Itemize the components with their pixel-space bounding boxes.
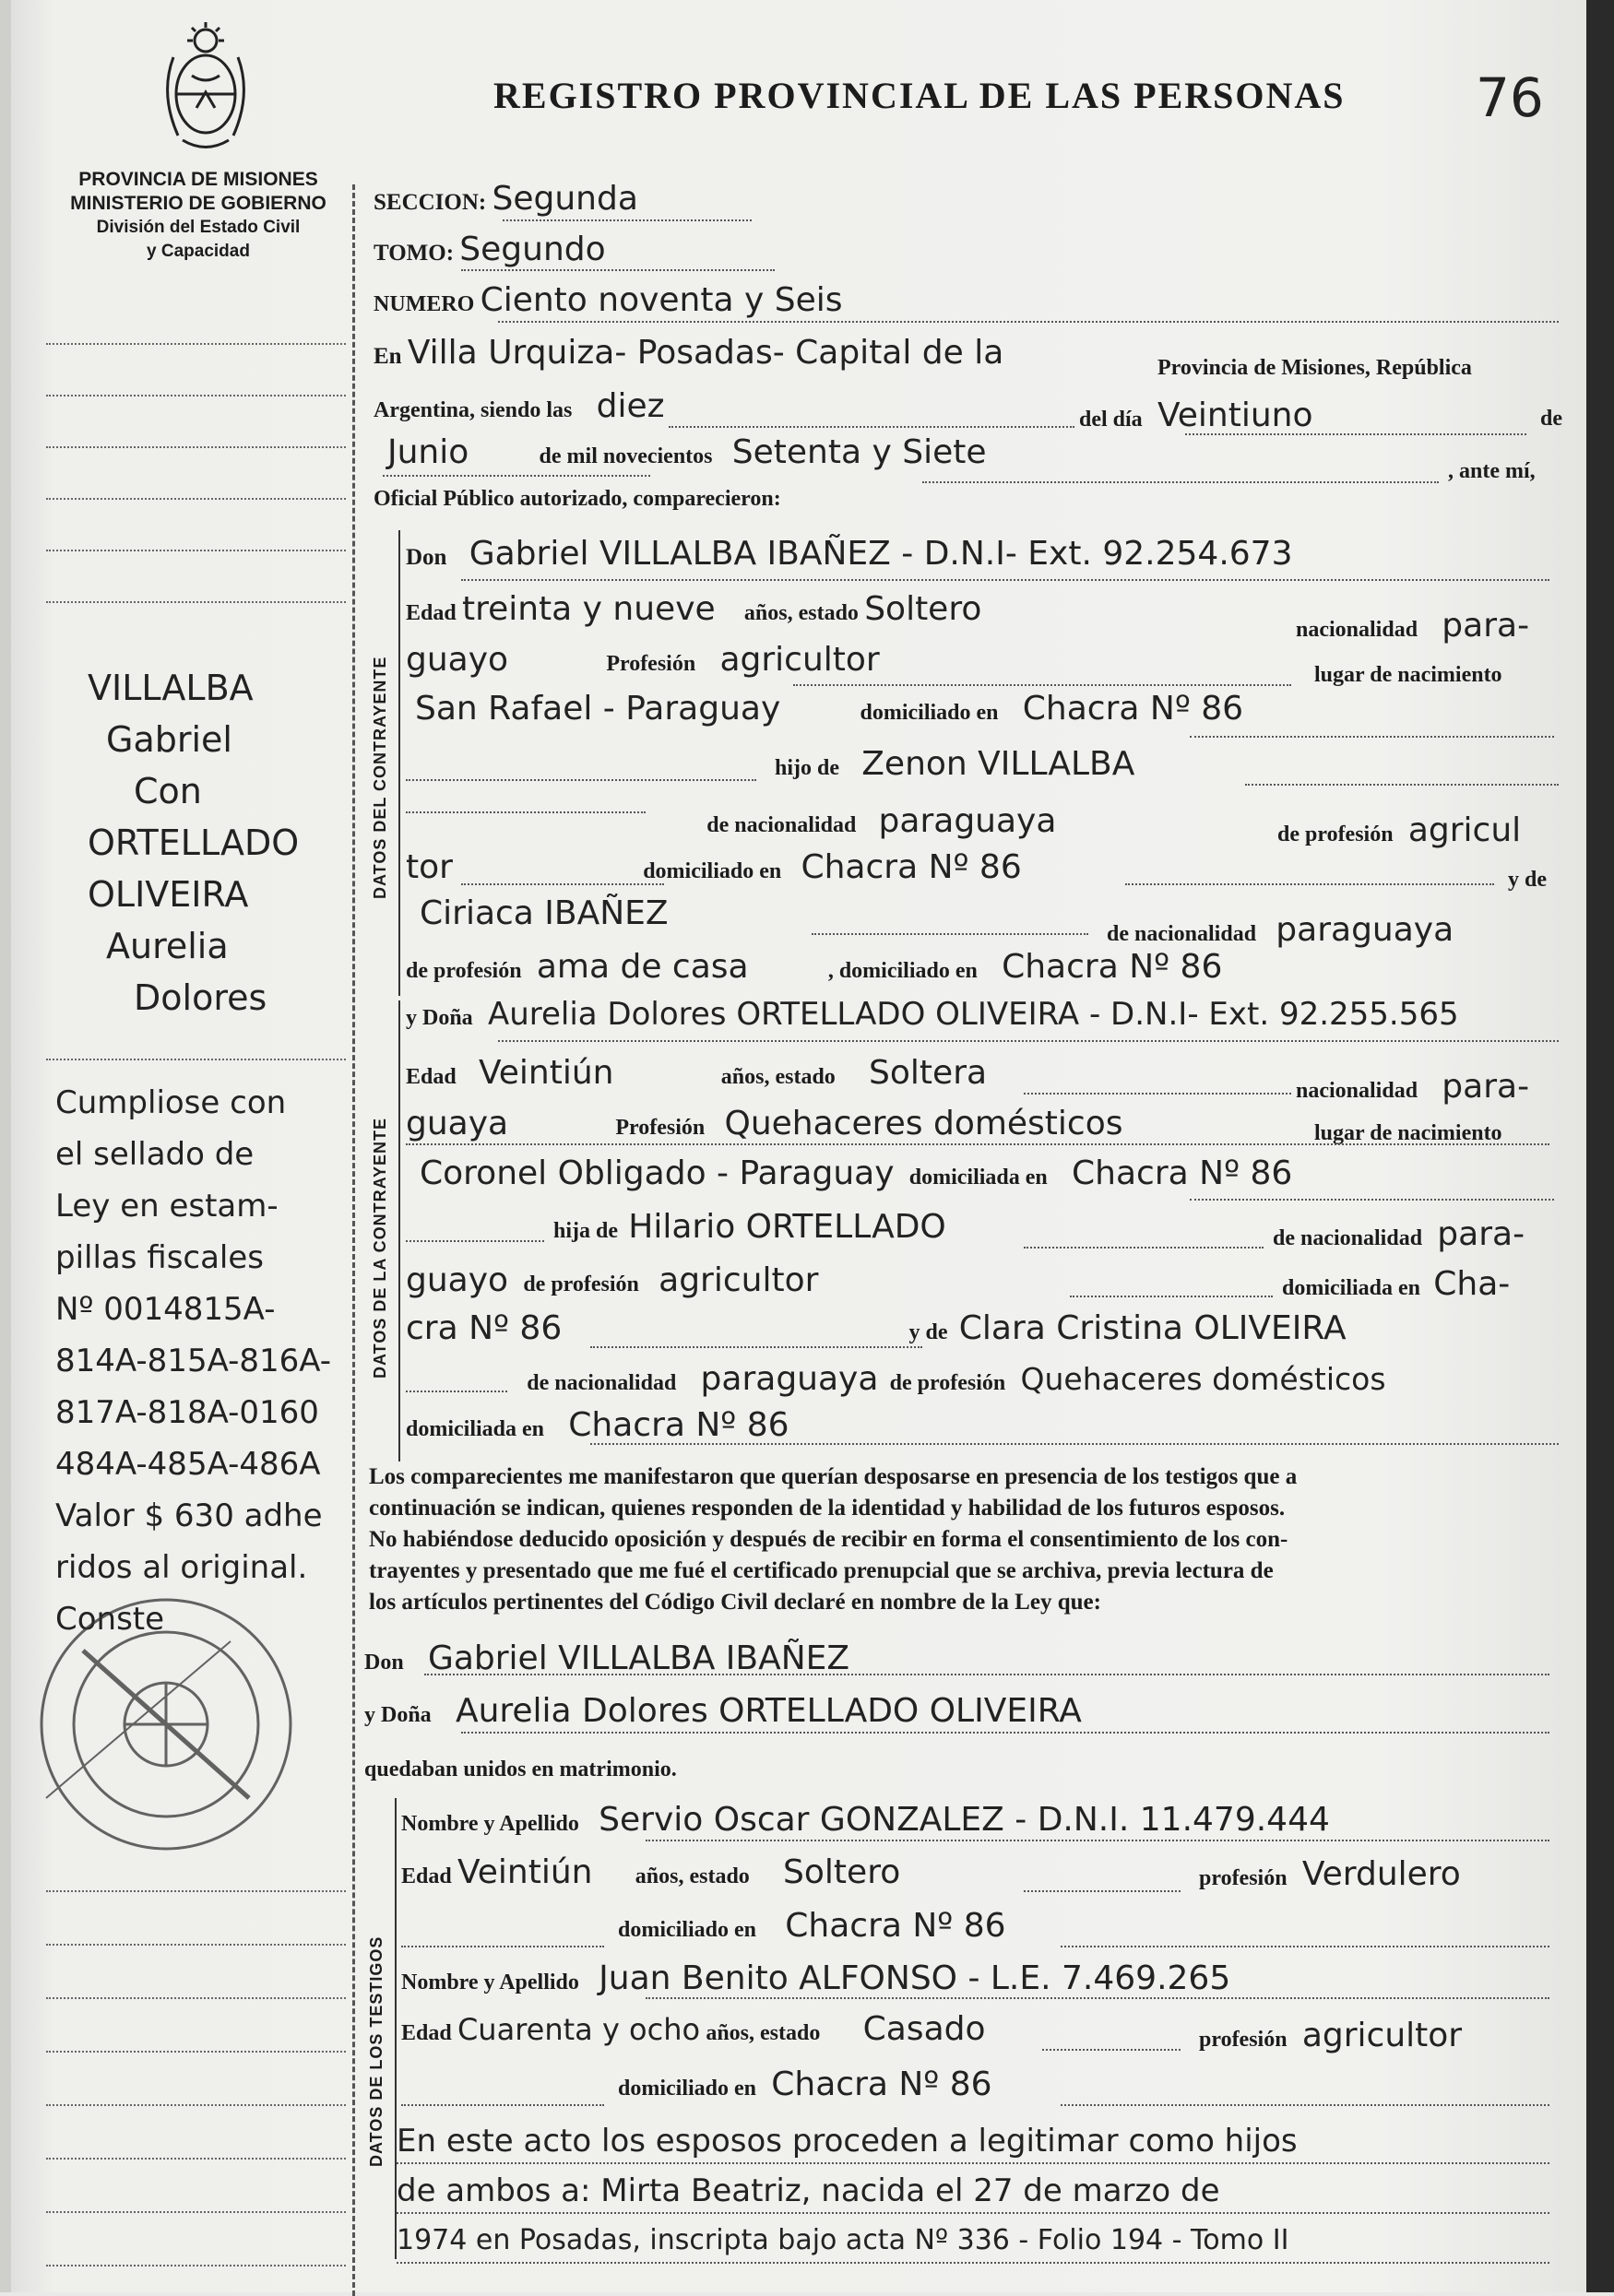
decl-dona-label: y Doña (364, 1703, 432, 1727)
c1-padre-prof1: agricul (1407, 811, 1522, 849)
legitimacion-line: de ambos a: Mirta Beatriz, nacida el 27 de marzo de (397, 2172, 1220, 2209)
t1-dom-label: domiciliado en (618, 1918, 757, 1942)
don-label: Don (406, 545, 447, 570)
margin-name: Con (134, 771, 202, 811)
dia-field (1079, 396, 1313, 434)
field-rule (646, 1997, 1549, 1999)
unidos-text (364, 1757, 677, 1782)
margin-rule (46, 550, 346, 551)
c1-lugar-nac: San Rafael - Paraguay (415, 690, 781, 728)
c2-profesion: Quehaceres domésticos (724, 1105, 1123, 1142)
t2-profesion: agricultor (1301, 2017, 1463, 2054)
field-rule (1024, 1093, 1291, 1095)
c2-nac-field (1296, 1068, 1529, 1106)
hijo-label: hijo de (775, 756, 840, 780)
tomo-field (374, 231, 606, 268)
field-rule (461, 579, 1549, 581)
registry-seal-stamp (28, 1586, 304, 1863)
unidos-label: quedaban unidos en matrimonio. (364, 1758, 677, 1781)
field-rule (812, 933, 1088, 935)
t2-nombre-label: Nombre y Apellido (401, 1971, 579, 1994)
hora-field (374, 387, 665, 425)
field-rule (1042, 2049, 1181, 2051)
c2-padre-prof: agricultor (659, 1261, 819, 1299)
t1-estado: Soltero (783, 1853, 901, 1891)
oficial-text (374, 486, 781, 512)
legitimacion-line: 1974 en Posadas, inscripta bajo acta Nº 336 - Folio 194 - Tomo II (397, 2224, 1289, 2256)
coat-of-arms-icon (155, 20, 256, 159)
declaration-line: No habiéndose deducido oposición y después de recibir en forma el consentimiento de los con- (369, 1527, 1288, 1552)
c1-padre-prof2: tor (406, 848, 453, 886)
anios-label: años, estado (743, 601, 859, 625)
c2-madre-prof: Quehaceres domésticos (1020, 1361, 1386, 1397)
margin-rule (46, 343, 346, 345)
field-rule (406, 811, 646, 813)
margin-note-line: el sellado de (55, 1136, 255, 1173)
margin-note-line: Ley en estam- (55, 1188, 279, 1225)
seccion-label: SECCION: (374, 190, 487, 215)
edad-label: Edad (406, 601, 457, 625)
margin-name: Aurelia (106, 926, 229, 966)
t1-profesion: Verdulero (1301, 1855, 1461, 1893)
field-rule (590, 1443, 1559, 1445)
field-rule (669, 426, 1074, 428)
c1-edad: treinta y nueve (461, 590, 716, 628)
en-label: En (374, 344, 402, 369)
y-de-label: y de (908, 1320, 948, 1344)
argentina-label: Argentina, siendo las (374, 398, 573, 422)
madre-nac-label: de nacionalidad (1107, 922, 1257, 946)
t1-prof-label: profesión (1199, 1866, 1288, 1890)
c2-madre-dom: Chacra Nº 86 (568, 1406, 789, 1444)
c2-padre: Hilario ORTELLADO (628, 1208, 946, 1246)
margin-rule (46, 1890, 346, 1892)
field-rule (1061, 2104, 1549, 2106)
seccion-field (374, 180, 638, 218)
c1-prof-field (406, 641, 880, 679)
t1-nombre: Servio Oscar GONZALEZ - D.N.I. 11.479.444 (599, 1801, 1330, 1839)
margin-name: ORTELLADO (88, 823, 300, 863)
t1-edad-label: Edad (401, 1864, 452, 1888)
t2-estado: Casado (862, 2010, 986, 2048)
t2-dom-field (618, 2065, 992, 2103)
t2-anios-label: años, estado (706, 2021, 821, 2045)
numero-field (374, 281, 843, 319)
c1-estado: Soltero (864, 590, 982, 628)
c2-padre-dom-field (1282, 1265, 1510, 1303)
seccion-value: Segunda (492, 180, 638, 218)
legitimacion-line: En este acto los esposos proceden a legitimar como hijos (397, 2123, 1298, 2160)
field-rule (1024, 1247, 1264, 1249)
margin-name: OLIVEIRA (88, 874, 249, 915)
c2-padre-dom2: cra Nº 86 (406, 1309, 563, 1347)
margin-rule (46, 2158, 346, 2160)
c2-madre-field (406, 1309, 1347, 1347)
field-rule (498, 1040, 1559, 1042)
madre-prof-label: de profesión (406, 959, 522, 983)
contrayente1-side-label: DATOS DEL CONTRAYENTE (371, 656, 389, 899)
de-label: de (1540, 407, 1562, 431)
field-rule (406, 1143, 1549, 1145)
org-line-4: y Capacidad (147, 242, 250, 261)
field-rule (922, 481, 1439, 483)
edad-label: Edad (406, 1065, 457, 1089)
page-binding (0, 0, 11, 2292)
field-rule (590, 1346, 922, 1348)
padre-dom-label: domiciliado en (643, 859, 782, 883)
c2-padre-prof-field (406, 1261, 818, 1299)
dom-label: domiciliada en (908, 1166, 1048, 1189)
margin-note-line: 484A-485A-486A (55, 1446, 321, 1483)
field-rule (1061, 1946, 1549, 1947)
mes-anio-field (387, 433, 986, 471)
margin-note-line: pillas fiscales (55, 1239, 265, 1276)
c2-madre: Clara Cristina OLIVEIRA (958, 1309, 1347, 1347)
c2-nombre-field (406, 996, 1459, 1033)
y-de-label: y de (1508, 868, 1547, 892)
field-rule (1125, 883, 1494, 885)
margin-rule (46, 601, 346, 603)
field-rule (401, 1946, 604, 1947)
c2-edad: Veintiún (478, 1054, 614, 1092)
mes-value: Junio (387, 433, 469, 471)
org-line-3: División del Estado Civil (96, 218, 301, 237)
decl-dona: Aurelia Dolores ORTELLADO OLIVEIRA (455, 1692, 1082, 1730)
field-rule (401, 2104, 604, 2106)
t2-nombre-field (401, 1959, 1230, 1997)
field-rule (397, 2162, 1549, 2164)
field-rule (406, 779, 756, 781)
t1-prof-field (1199, 1855, 1461, 1893)
field-rule (1245, 784, 1559, 786)
lugar-nac-label: lugar de nacimiento (1314, 1121, 1502, 1145)
provincia-text (1157, 355, 1472, 381)
t2-edad-label: Edad (401, 2021, 452, 2045)
c1-madre-dom: Chacra Nº 86 (1002, 948, 1223, 986)
t1-edad-field (401, 1853, 900, 1891)
decl-don: Gabriel VILLALBA IBAÑEZ (427, 1639, 850, 1677)
margin-name: VILLALBA (88, 668, 254, 708)
field-rule (1070, 1296, 1273, 1297)
folio-number: 76 (1476, 66, 1544, 129)
madre-dom-label: , domiciliado en (827, 959, 978, 983)
profesion-label: Profesión (615, 1116, 706, 1140)
c1-madre: Ciriaca IBAÑEZ (420, 894, 669, 932)
c2-padre-field (553, 1208, 946, 1246)
declaration-line: Los comparecientes me manifestaron que querían desposarse en presencia de los testigos que a (369, 1464, 1298, 1489)
anio-value: Setenta y Siete (731, 433, 987, 471)
contrayente2-side-label: DATOS DE LA CONTRAYENTE (371, 1117, 389, 1379)
t2-nombre: Juan Benito ALFONSO - L.E. 7.469.265 (599, 1959, 1231, 1997)
margin-rule (46, 1944, 346, 1946)
field-rule (1190, 1199, 1554, 1201)
legitimacion-note (397, 2116, 1298, 2266)
hora-value: diez (596, 387, 665, 425)
c1-edad-field (406, 590, 981, 628)
c2-padre-nac2: guayo (406, 1261, 509, 1299)
t2-prof-label: profesión (1199, 2028, 1288, 2052)
madre-prof-label: de profesión (889, 1371, 1006, 1395)
c1-domicilio: Chacra Nº 86 (1022, 690, 1244, 728)
del-dia-label: del día (1079, 408, 1143, 432)
de-nac-label: de nacionalidad (706, 813, 857, 837)
c2-nac1: para- (1442, 1068, 1530, 1106)
field-rule (498, 321, 1559, 323)
margin-rule (46, 1997, 346, 1999)
margin-note-line: Valor $ 630 adhe (55, 1497, 323, 1534)
decl-dona-field (364, 1692, 1082, 1730)
field-rule (397, 2262, 1549, 2264)
declaration-line: los artículos pertinentes del Código Civil declaré en nombre de la Ley que: (369, 1590, 1101, 1615)
margin-rule (46, 2051, 346, 2053)
hija-label: hija de (553, 1219, 619, 1243)
org-line-1: PROVINCIA DE MISIONES (78, 169, 318, 190)
lugar-nac-label-field (1314, 662, 1502, 688)
margin-rule (46, 2104, 346, 2106)
margin-rule (46, 2265, 346, 2266)
margin-note-line: ridos al original. (55, 1549, 308, 1586)
c2-nombre: Aurelia Dolores ORTELLADO OLIVEIRA - D.N.I- Ext. 92.255.565 (487, 996, 1459, 1033)
margin-rule (46, 446, 346, 448)
field-rule (397, 2212, 1549, 2214)
margin-rule (46, 1059, 346, 1060)
margin-divider (352, 184, 355, 2296)
de-nac-label: de nacionalidad (1273, 1226, 1423, 1250)
padre-dom-label: domiciliada en (1282, 1276, 1421, 1300)
c2-edad-field (406, 1054, 987, 1092)
profesion-label: Profesión (606, 652, 696, 676)
t1-edad: Veintiún (457, 1853, 593, 1891)
numero-label: NUMERO (374, 292, 475, 316)
c2-estado: Soltera (869, 1054, 988, 1092)
c1-padre-field (775, 745, 1134, 783)
c2-madre-nac: paraguaya (700, 1360, 879, 1398)
c2-padre-dom1: Cha- (1433, 1265, 1511, 1303)
provincia-label: Provincia de Misiones, República (1157, 356, 1472, 380)
c1-lugar-field (415, 690, 1243, 728)
c1-nombre: Gabriel VILLALBA IBAÑEZ - D.N.I- Ext. 92.254.673 (469, 535, 1293, 573)
testigos-side-label: DATOS DE LOS TESTIGOS (367, 1935, 386, 2167)
t2-domicilio: Chacra Nº 86 (771, 2065, 992, 2103)
tomo-label: TOMO: (374, 241, 455, 266)
c2-domicilio: Chacra Nº 86 (1072, 1154, 1293, 1192)
margin-note-line: Nº 0014815A- (55, 1291, 276, 1328)
c2-madre-dom-field (406, 1406, 789, 1444)
field-rule (793, 684, 1291, 686)
t2-edad-field (401, 2010, 986, 2048)
c2-prof-field (406, 1105, 1123, 1142)
t1-domicilio: Chacra Nº 86 (785, 1907, 1006, 1945)
field-rule (406, 1391, 507, 1392)
field-rule (1024, 1890, 1181, 1892)
c2-lugar-field (420, 1154, 1292, 1192)
ante-mi-label: , ante mí, (1448, 459, 1536, 483)
margin-note-line: Conste (55, 1601, 165, 1638)
t2-dom-label: domiciliado en (618, 2077, 757, 2101)
field-rule (383, 475, 650, 477)
oficial-label: Oficial Público autorizado, comparecieron: (374, 487, 781, 511)
c1-nombre-field (406, 535, 1292, 573)
field-rule (646, 1840, 1549, 1841)
c1-madre-nac: paraguaya (1276, 911, 1454, 949)
issuing-authority (46, 168, 350, 264)
de-label-field (1540, 406, 1562, 432)
numero-value: Ciento noventa y Seis (480, 281, 843, 319)
mil-label: de mil novecientos (539, 444, 713, 468)
c1-madre-nac-field (1107, 911, 1454, 949)
c1-profesion: agricultor (719, 641, 880, 679)
nacionalidad-label: nacionalidad (1296, 1079, 1418, 1103)
lugar-value: Villa Urquiza- Posadas- Capital de la (407, 334, 1004, 372)
dom-label: domiciliado en (860, 701, 999, 725)
c1-madre-prof: ama de casa (536, 948, 749, 986)
c1-padre-nac: paraguaya (878, 802, 1057, 840)
page-edge (1586, 0, 1614, 2292)
tomo-value: Segundo (459, 231, 606, 268)
y-de-field (1508, 867, 1547, 893)
field-rule (503, 219, 752, 221)
field-rule (406, 1240, 544, 1242)
margin-stamp-note (55, 1077, 350, 1645)
contrayente1-bracket (398, 530, 400, 996)
ante-mi-field (1448, 458, 1536, 484)
c1-nac-field (1296, 607, 1529, 645)
declaration-line: continuación se indican, quienes responden de la identidad y habilidad de los futuros esposos. (369, 1496, 1286, 1521)
field-rule (1190, 736, 1554, 738)
margin-name: Dolores (134, 977, 267, 1018)
margin-rule (46, 2211, 346, 2213)
de-prof-label: de profesión (523, 1272, 639, 1296)
nacionalidad-label: nacionalidad (1296, 618, 1418, 642)
dia-value: Veintiuno (1157, 396, 1313, 434)
t2-prof-field (1199, 2017, 1462, 2054)
margin-note-line: 814A-815A-816A- (55, 1343, 332, 1379)
margin-rule (46, 498, 346, 500)
field-rule (461, 269, 775, 271)
declaration-line: trayentes y presentado que me fué el certificado prenupcial que se archiva, previa lectura de (369, 1558, 1274, 1583)
field-rule (424, 1674, 1549, 1675)
field-rule (461, 883, 664, 885)
lugar-nac-label-field (1314, 1120, 1502, 1146)
c2-madre-nac-field (406, 1360, 1386, 1398)
c2-padre-nac1: para- (1437, 1215, 1525, 1253)
c1-nac1: para- (1442, 607, 1530, 645)
c1-padre-prof-field (1277, 811, 1521, 849)
margin-note-line: Cumpliose con (55, 1084, 287, 1121)
c1-padre-dom: Chacra Nº 86 (801, 848, 1022, 886)
dona-label: y Doña (406, 1006, 473, 1030)
page-title: REGISTRO PROVINCIAL DE LAS PERSONAS (493, 75, 1346, 116)
c1-padre-dom-field (406, 848, 1022, 886)
c2-lugar-nac: Coronel Obligado - Paraguay (420, 1154, 895, 1192)
lugar-nac-label: lugar de nacimiento (1314, 663, 1502, 687)
madre-dom-label: domiciliada en (406, 1417, 545, 1441)
decl-don-field (364, 1639, 849, 1677)
margin-note-line: 817A-818A-0160 (55, 1394, 319, 1431)
c1-padre: Zenon VILLALBA (861, 745, 1135, 783)
t1-anios-label: años, estado (635, 1864, 750, 1888)
t1-nombre-label: Nombre y Apellido (401, 1812, 579, 1836)
t1-dom-field (618, 1907, 1006, 1945)
c1-madre-prof-field (406, 948, 1222, 986)
anios-label: años, estado (720, 1065, 836, 1089)
t1-nombre-field (401, 1801, 1330, 1839)
c1-madre-field (420, 894, 669, 932)
t2-edad: Cuarenta y ocho (457, 2012, 701, 2047)
declaration-paragraph (369, 1462, 1568, 1618)
madre-nac-label: de nacionalidad (527, 1371, 677, 1395)
contrayente2-bracket (398, 1000, 400, 1462)
decl-don-label: Don (364, 1651, 404, 1675)
c1-nac2: guayo (406, 641, 509, 679)
org-line-2: MINISTERIO DE GOBIERNO (70, 193, 326, 214)
de-prof-label: de profesión (1277, 823, 1394, 846)
c2-padre-nac-field (1273, 1215, 1525, 1253)
field-rule (1185, 433, 1526, 435)
c1-padre-nac-field (406, 802, 1056, 840)
margin-name: Gabriel (106, 719, 232, 760)
margin-rule (46, 395, 346, 396)
margin-names (88, 662, 383, 1024)
field-rule (461, 1732, 1549, 1734)
c2-nac2: guaya (406, 1105, 509, 1142)
lugar-field (374, 334, 1003, 372)
